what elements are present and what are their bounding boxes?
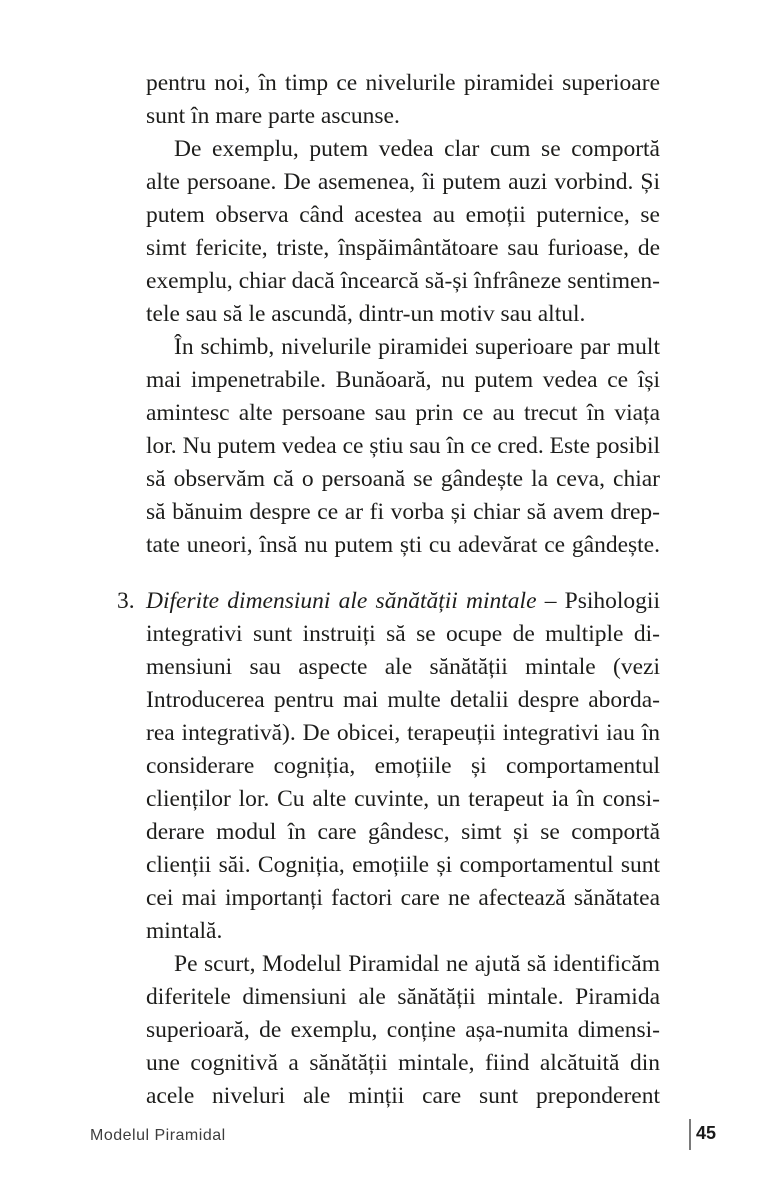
page-number-divider — [689, 1119, 691, 1150]
text-line: putem observa când acestea au emoții puternice, se — [146, 202, 660, 228]
text-line: alte persoane. De asemenea, îi putem auzi vorbind. Și — [146, 169, 660, 195]
paragraph — [146, 331, 660, 562]
text-line: acele niveluri ale minții care sunt preponderent — [146, 1083, 660, 1109]
text-line: Introducerea pentru mai multe detalii despre aborda- — [146, 687, 660, 713]
text-line: superioară, de exemplu, conține așa-numita dimensi- — [146, 1017, 660, 1043]
text-line: mai impenetrabile. Bunăoară, nu putem vedea ce își — [146, 367, 660, 393]
page-text — [117, 67, 660, 1113]
text-segment: – Psihologii — [536, 588, 660, 614]
text-line: lor. Nu putem vedea ce știu sau în ce cred. Este posibil — [146, 433, 660, 459]
paragraph — [146, 948, 660, 1113]
text-line: rea integrativă). De obicei, terapeuții integrativi iau în — [146, 720, 660, 746]
text-line: sunt în mare parte ascunse. — [146, 103, 400, 129]
paragraph — [146, 67, 660, 133]
text-line: une cognitivă a sănătății mintale, fiind alcătuită din — [146, 1050, 660, 1076]
text-line: să bănuim despre ce ar fi vorba și chiar să avem drep- — [146, 499, 660, 525]
paragraph — [146, 133, 660, 331]
text-line: amintesc alte persoane sau prin ce au trecut în viața — [146, 400, 660, 426]
text-line: pentru noi, în timp ce nivelurile piramidei superioare — [146, 70, 660, 96]
text-line: Pe scurt, Modelul Piramidal ne ajută să identificăm — [174, 951, 660, 977]
text-line: considerare cogniția, emoțiile și comportamentul — [146, 753, 660, 779]
text-line: tate uneori, însă nu putem ști cu adevărat ce gândește. — [146, 532, 660, 558]
running-footer-title: Modelul Piramidal — [90, 1127, 226, 1144]
text-line: diferitele dimensiuni ale sănătății mintale. Piramida — [146, 984, 660, 1010]
text-line — [146, 585, 660, 618]
text-line: derare modul în care gândesc, simt și se comportă — [146, 819, 660, 845]
text-line: cei mai importanți factori care ne afectează sănătatea — [146, 885, 660, 911]
text-line: De exemplu, putem vedea clar cum se comportă — [174, 136, 660, 162]
numbered-list-item — [117, 585, 660, 948]
text-line: clienților lor. Cu alte cuvinte, un terapeut ia în consi- — [146, 786, 660, 812]
text-line: exemplu, chiar dacă încearcă să-și înfrâneze sentimen- — [146, 268, 660, 294]
list-item-number: 3. — [117, 588, 135, 614]
text-line: mintală. — [146, 918, 223, 944]
text-line: clienții săi. Cogniția, emoțiile și comportamentul sunt — [146, 852, 660, 878]
text-line: să observăm că o persoană se gândește la ceva, chiar — [146, 466, 660, 492]
text-line: mensiuni sau aspecte ale sănătății mintale (vezi — [146, 654, 660, 680]
page-number: 45 — [696, 1123, 717, 1143]
text-line: integrativi sunt instruiți să se ocupe de multiple di- — [146, 621, 660, 647]
text-line: simt fericite, triste, înspăimântătoare sau furioase, de — [146, 235, 660, 261]
text-line: tele sau să le ascundă, dintr-un motiv sau altul. — [146, 301, 586, 327]
italic-phrase: Diferite dimensiuni ale sănătății mintale — [146, 588, 537, 614]
text-line: În schimb, nivelurile piramidei superioare par mult — [174, 334, 660, 360]
